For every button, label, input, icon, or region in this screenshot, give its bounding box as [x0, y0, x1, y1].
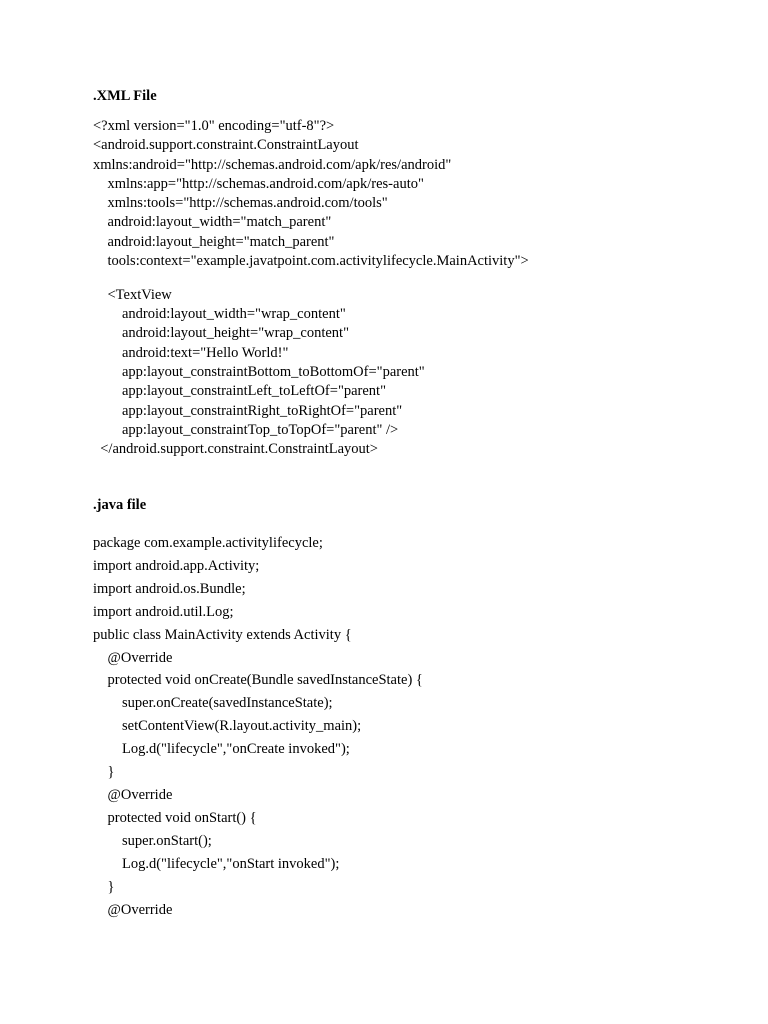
code-line: tools:context="example.javatpoint.com.activitylifecycle.MainActivity"> — [93, 253, 529, 270]
code-line: <?xml version="1.0" encoding="utf-8"?> — [93, 118, 335, 134]
code-line: xmlns:tools="http://schemas.android.com/tools" — [93, 195, 388, 212]
blank-line — [93, 271, 529, 286]
java-code-block — [93, 532, 423, 921]
code-line: @Override — [93, 901, 173, 918]
code-line: super.onCreate(savedInstanceState); — [93, 695, 333, 712]
code-line: Log.d("lifecycle","onStart invoked"); — [93, 855, 340, 872]
code-line: protected void onStart() { — [93, 809, 257, 826]
xml-file-heading: .XML File — [93, 88, 157, 104]
code-line: package com.example.activitylifecycle; — [93, 535, 323, 551]
code-line: import android.util.Log; — [93, 603, 234, 620]
code-line: <android.support.constraint.ConstraintLayout — [93, 137, 359, 154]
code-line: protected void onCreate(Bundle savedInstanceState) { — [93, 672, 423, 689]
code-line: import android.os.Bundle; — [93, 580, 246, 597]
code-line: android:layout_width="match_parent" — [93, 214, 332, 231]
code-line: xmlns:android="http://schemas.android.com/apk/res/android" — [93, 156, 452, 173]
code-line: android:layout_height="wrap_content" — [93, 325, 349, 342]
code-line: app:layout_constraintRight_toRightOf="parent" — [93, 402, 403, 419]
code-line: android:layout_width="wrap_content" — [93, 306, 346, 323]
code-line: @Override — [93, 649, 173, 666]
code-line: Log.d("lifecycle","onCreate invoked"); — [93, 741, 350, 758]
code-line: android:text="Hello World!" — [93, 344, 289, 361]
code-line: android:layout_height="match_parent" — [93, 233, 335, 250]
code-line: @Override — [93, 786, 173, 803]
code-line: app:layout_constraintLeft_toLeftOf="parent" — [93, 383, 387, 400]
code-line: super.onStart(); — [93, 832, 212, 849]
xml-code-block — [93, 117, 529, 460]
code-line: app:layout_constraintTop_toTopOf="parent" /> — [93, 421, 399, 438]
code-line: import android.app.Activity; — [93, 557, 260, 574]
code-line: public class MainActivity extends Activity { — [93, 626, 352, 643]
code-line: <TextView — [93, 286, 172, 303]
code-line: } — [93, 878, 115, 895]
code-line: </android.support.constraint.ConstraintLayout> — [93, 441, 378, 458]
code-line: setContentView(R.layout.activity_main); — [93, 718, 362, 735]
code-line: app:layout_constraintBottom_toBottomOf="parent" — [93, 364, 425, 381]
code-line: } — [93, 764, 115, 781]
code-line: xmlns:app="http://schemas.android.com/apk/res-auto" — [93, 175, 424, 192]
java-file-heading: .java file — [93, 497, 147, 513]
